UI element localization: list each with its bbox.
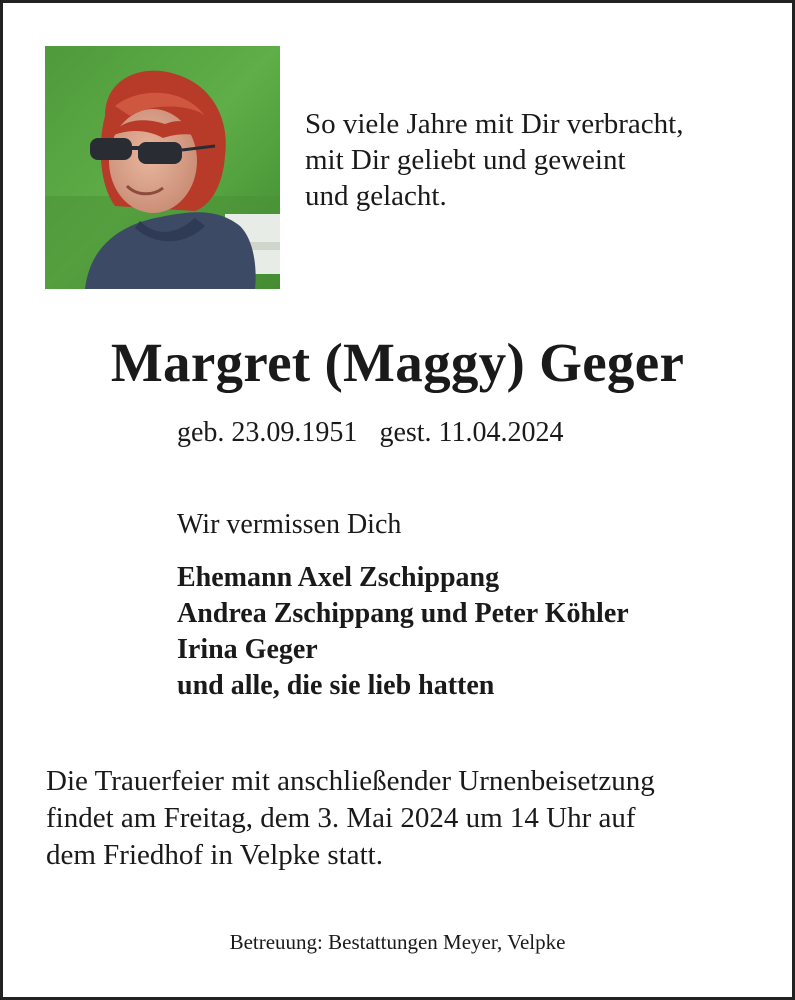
mourner-name: Irina Geger [177, 634, 318, 665]
birth-date: geb. 23.09.1951 [177, 417, 358, 448]
service-info [46, 763, 655, 874]
service-line: dem Friedhof in Velpke statt. [46, 839, 383, 871]
poem-line: und gelacht. [305, 180, 447, 212]
mourners-intro: Wir vermissen Dich [177, 509, 402, 540]
deceased-name: Margret (Maggy) Geger [110, 332, 685, 393]
service-line: Die Trauerfeier mit anschließender Urnenbeisetzung [46, 765, 655, 797]
mourner-name: Ehemann Axel Zschippang [177, 562, 500, 593]
poem-line: So viele Jahre mit Dir verbracht, [305, 108, 684, 140]
death-date: gest. 11.04.2024 [379, 417, 564, 448]
funeral-home-credit: Betreuung: Bestattungen Meyer, Velpke [229, 930, 566, 954]
mourner-name: und alle, die sie lieb hatten [177, 670, 495, 701]
mourner-name: Andrea Zschippang und Peter Köhler [177, 598, 629, 629]
portrait-photo [45, 46, 280, 289]
mourners-list [177, 560, 629, 704]
poem-line: mit Dir geliebt und geweint [305, 144, 626, 176]
portrait-image [45, 46, 280, 289]
poem [305, 106, 684, 214]
service-line: findet am Freitag, dem 3. Mai 2024 um 14 Uhr auf [46, 802, 636, 834]
life-dates [177, 417, 564, 449]
